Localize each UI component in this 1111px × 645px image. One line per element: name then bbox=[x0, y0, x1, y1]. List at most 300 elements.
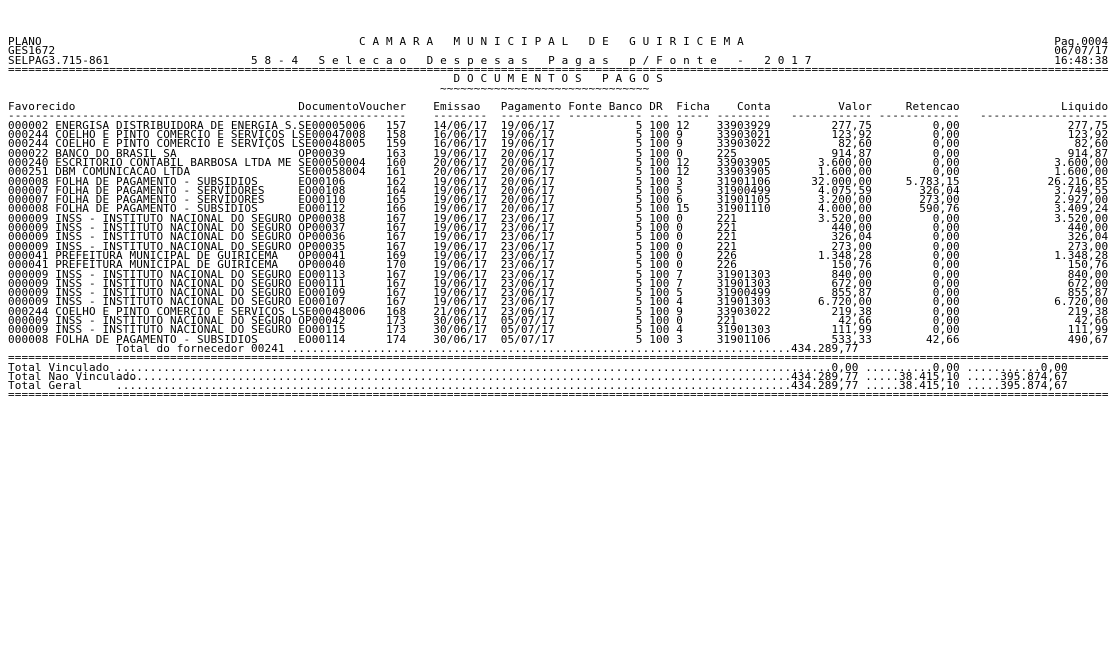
column-dashes: --------- bbox=[298, 109, 360, 123]
cell-favorecido-name: DBM COMUNICACAO LTDA bbox=[55, 165, 191, 179]
cell-pagamento: 23/06/17 bbox=[500, 276, 555, 290]
cell-pagamento: 23/06/17 bbox=[500, 286, 555, 300]
cell-conta: 33903905 bbox=[716, 155, 771, 169]
column-dashes: ------------ bbox=[791, 109, 873, 123]
cell-favorecido-name: COELHO E PINTO COMERCIO E SERVIÇOS L bbox=[55, 128, 299, 141]
cell-valor: 672,00 bbox=[831, 276, 873, 290]
cell-emissao: 19/06/17 bbox=[433, 248, 488, 262]
cell-valor: 277,75 bbox=[831, 118, 873, 132]
cell-favorecido-name: FOLHA DE PAGAMENTO - SUBSIDIOS bbox=[55, 332, 258, 346]
cell-dr: 100 bbox=[649, 128, 670, 141]
cell-favorecido-name: PREFEITURA MUNICIPAL DE GUIRICEMA bbox=[55, 248, 279, 262]
cell-liquido: 3.600,00 bbox=[1054, 155, 1109, 169]
cell-retencao: 0,00 bbox=[932, 304, 960, 318]
cell-liquido: 6.720,00 bbox=[1054, 295, 1109, 309]
cell-favorecido-name: INSS - INSTITUTO NACIONAL DO SEGURO bbox=[55, 267, 292, 281]
cell-conta: 31901303 bbox=[716, 295, 771, 309]
cell-dr: 100 bbox=[649, 258, 670, 272]
cell-emissao: 30/06/17 bbox=[433, 323, 488, 337]
cell-favorecido-code: 000009 bbox=[8, 267, 49, 281]
cell-valor: 273,00 bbox=[831, 239, 873, 253]
cell-favorecido-name: FOLHA DE PAGAMENTO - SERVIDORES bbox=[55, 183, 265, 197]
cell-pagamento: 23/06/17 bbox=[500, 248, 555, 262]
cell-emissao: 19/06/17 bbox=[433, 193, 488, 207]
section-underline-line bbox=[0, 81, 1111, 95]
col-header-ficha: Ficha bbox=[676, 100, 711, 114]
cell-documento: OP00037 bbox=[298, 221, 346, 234]
cell-banco: 5 bbox=[635, 304, 643, 318]
cell-pagamento: 20/06/17 bbox=[500, 174, 555, 188]
cell-favorecido-code: 000007 bbox=[8, 193, 49, 207]
cell-conta: 221 bbox=[716, 221, 738, 234]
cell-retencao: 0,00 bbox=[932, 221, 960, 234]
cell-favorecido-code: 000009 bbox=[8, 221, 49, 234]
cell-favorecido-code: 000244 bbox=[8, 304, 49, 318]
cell-valor: 4.000,00 bbox=[818, 202, 873, 216]
cell-favorecido-code: 000009 bbox=[8, 323, 49, 337]
cell-ficha: 0 bbox=[676, 146, 684, 160]
column-dashes: ------------------------------------------- bbox=[8, 109, 299, 123]
cell-conta: 33903021 bbox=[716, 128, 771, 141]
cell-voucher: 162 bbox=[386, 174, 407, 188]
cell-voucher: 173 bbox=[386, 314, 407, 327]
cell-liquido: 26.216,85 bbox=[1047, 174, 1109, 188]
double-rule: =================================================================================================================================================================== bbox=[8, 62, 1109, 76]
dot-leader: .......... bbox=[865, 360, 933, 374]
cell-banco: 5 bbox=[635, 137, 643, 151]
cell-liquido: 277,75 bbox=[1067, 118, 1109, 132]
cell-pagamento: 05/07/17 bbox=[500, 323, 555, 337]
total-label: Total Geral bbox=[8, 379, 83, 393]
cell-ficha: 0 bbox=[676, 258, 684, 272]
cell-dr: 100 bbox=[649, 202, 670, 216]
cell-voucher: 167 bbox=[386, 221, 407, 234]
cell-conta: 31901106 bbox=[716, 332, 771, 346]
cell-dr: 100 bbox=[649, 295, 670, 309]
cell-pagamento: 05/07/17 bbox=[500, 332, 555, 346]
cell-voucher: 157 bbox=[386, 118, 407, 132]
cell-documento: OP00040 bbox=[298, 258, 346, 272]
cell-favorecido-name: INSS - INSTITUTO NACIONAL DO SEGURO bbox=[55, 276, 292, 290]
column-dashes: --------- bbox=[500, 109, 562, 123]
column-dashes: ------------------- bbox=[980, 109, 1109, 123]
system-id: GES1672 bbox=[8, 44, 56, 58]
cell-valor: 42,66 bbox=[838, 314, 873, 327]
total-valor: 434.289,77 bbox=[791, 369, 859, 383]
cell-banco: 5 bbox=[635, 332, 643, 346]
cell-voucher: 164 bbox=[386, 183, 407, 197]
dot-leader: .......................................................................... bbox=[291, 341, 792, 355]
cell-valor: 32.000,00 bbox=[811, 174, 873, 188]
dot-leader: ..... bbox=[865, 369, 900, 383]
cell-dr: 100 bbox=[649, 304, 670, 318]
cell-favorecido-code: 000007 bbox=[8, 183, 49, 197]
supplier-total-value: 434.289,77 bbox=[791, 341, 859, 355]
cell-voucher: 165 bbox=[386, 193, 407, 207]
cell-banco: 5 bbox=[635, 202, 643, 216]
cell-favorecido-name: FOLHA DE PAGAMENTO - SUBSIDIOS bbox=[55, 174, 258, 188]
column-dashes: ----- bbox=[608, 109, 643, 123]
cell-pagamento: 23/06/17 bbox=[500, 258, 555, 272]
cell-valor: 6.720,00 bbox=[818, 295, 873, 309]
cell-retencao: 0,00 bbox=[932, 276, 960, 290]
cell-favorecido-name: INSS - INSTITUTO NACIONAL DO SEGURO bbox=[55, 211, 292, 225]
cell-ficha: 4 bbox=[676, 295, 684, 309]
cell-liquido: 490,67 bbox=[1067, 332, 1109, 346]
cell-ficha: 0 bbox=[676, 230, 684, 244]
column-dashes: ------- bbox=[359, 109, 407, 123]
cell-favorecido-name: INSS - INSTITUTO NACIONAL DO SEGURO bbox=[55, 230, 292, 244]
org-title: C A M A R A M U N I C I P A L D E G U I R I C E M A bbox=[359, 35, 744, 48]
cell-dr: 100 bbox=[649, 183, 670, 197]
cell-emissao: 19/06/17 bbox=[433, 258, 488, 272]
cell-valor: 3.200,00 bbox=[818, 193, 873, 207]
cell-ficha: 7 bbox=[676, 267, 684, 281]
cell-emissao: 19/06/17 bbox=[433, 276, 488, 290]
cell-pagamento: 23/06/17 bbox=[500, 239, 555, 253]
cell-documento: EO00111 bbox=[298, 276, 346, 290]
cell-retencao: 0,00 bbox=[932, 267, 960, 281]
cell-conta: 33903905 bbox=[716, 165, 771, 179]
cell-pagamento: 23/06/17 bbox=[500, 230, 555, 244]
cell-pagamento: 20/06/17 bbox=[500, 202, 555, 216]
cell-dr: 100 bbox=[649, 314, 670, 327]
cell-emissao: 30/06/17 bbox=[433, 314, 488, 327]
col-header-favorecido: Favorecido bbox=[8, 100, 76, 114]
cell-conta: 221 bbox=[716, 230, 738, 244]
total-retencao: 0,00 bbox=[932, 360, 960, 374]
cell-liquido: 326,04 bbox=[1067, 230, 1109, 244]
cell-retencao: 0,00 bbox=[932, 314, 960, 327]
cell-emissao: 19/06/17 bbox=[433, 183, 488, 197]
cell-favorecido-name: FOLHA DE PAGAMENTO - SUBSIDIOS bbox=[55, 202, 258, 216]
cell-documento: EO00106 bbox=[298, 174, 346, 188]
cell-banco: 5 bbox=[635, 118, 643, 132]
cell-emissao: 16/06/17 bbox=[433, 137, 488, 151]
cell-retencao: 0,00 bbox=[932, 211, 960, 225]
cell-favorecido-name: ENERGISA DISTRIBUIDORA DE ENERGIA S. bbox=[55, 118, 299, 132]
cell-dr: 100 bbox=[649, 211, 670, 225]
cell-ficha: 12 bbox=[676, 155, 690, 169]
cell-ficha: 12 bbox=[676, 118, 690, 132]
cell-dr: 100 bbox=[649, 323, 670, 337]
cell-banco: 5 bbox=[635, 155, 643, 169]
total-retencao: 38.415,10 bbox=[899, 379, 960, 393]
cell-conta: 31901105 bbox=[716, 193, 771, 207]
cell-documento: OP00039 bbox=[298, 146, 346, 160]
cell-dr: 100 bbox=[649, 221, 670, 234]
cell-pagamento: 19/06/17 bbox=[500, 128, 555, 141]
cell-documento: OP00042 bbox=[298, 314, 346, 327]
cell-liquido: 3.520,00 bbox=[1054, 211, 1109, 225]
cell-liquido: 855,87 bbox=[1067, 286, 1109, 300]
cell-banco: 5 bbox=[635, 258, 643, 272]
cell-favorecido-code: 000009 bbox=[8, 276, 49, 290]
cell-banco: 5 bbox=[635, 221, 643, 234]
cell-banco: 5 bbox=[635, 295, 643, 309]
cell-dr: 100 bbox=[649, 165, 670, 179]
cell-valor: 1.600,00 bbox=[818, 165, 873, 179]
column-dashes: -------- bbox=[716, 109, 771, 123]
cell-retencao: 0,00 bbox=[932, 258, 960, 272]
double-rule: =================================================================================================================================================================== bbox=[8, 388, 1109, 402]
column-dashes: ----- bbox=[676, 109, 711, 123]
cell-pagamento: 19/06/17 bbox=[500, 118, 555, 132]
cell-banco: 5 bbox=[635, 239, 643, 253]
cell-pagamento: 23/06/17 bbox=[500, 211, 555, 225]
cell-emissao: 19/06/17 bbox=[433, 230, 488, 244]
cell-favorecido-code: 000244 bbox=[8, 128, 49, 141]
cell-favorecido-name: INSS - INSTITUTO NACIONAL DO SEGURO bbox=[55, 314, 292, 327]
cell-emissao: 14/06/17 bbox=[433, 118, 488, 132]
cell-banco: 5 bbox=[635, 128, 643, 141]
cell-dr: 100 bbox=[649, 267, 670, 281]
cell-emissao: 19/06/17 bbox=[433, 174, 488, 188]
cell-pagamento: 20/06/17 bbox=[500, 165, 555, 179]
cell-banco: 5 bbox=[635, 248, 643, 262]
cell-voucher: 169 bbox=[386, 248, 407, 262]
cell-emissao: 21/06/17 bbox=[433, 304, 488, 318]
cell-liquido: 123,92 bbox=[1067, 128, 1109, 141]
cell-voucher: 173 bbox=[386, 323, 407, 337]
cell-ficha: 0 bbox=[676, 221, 684, 234]
cell-valor: 326,04 bbox=[831, 230, 873, 244]
cell-favorecido-name: COELHO E PINTO COMERCIO E SERVIÇOS L bbox=[55, 304, 299, 318]
cell-liquido: 3.409,24 bbox=[1054, 202, 1109, 216]
col-header-documento: Documento bbox=[298, 100, 360, 114]
supplier-total-label: Total do fornecedor 00241 bbox=[116, 341, 285, 355]
cell-documento: EO00110 bbox=[298, 193, 346, 207]
cell-favorecido-name: COELHO E PINTO COMERCIO E SERVIÇOS L bbox=[55, 137, 299, 151]
cell-liquido: 840,00 bbox=[1067, 267, 1109, 281]
cell-pagamento: 23/06/17 bbox=[500, 304, 555, 318]
cell-ficha: 0 bbox=[676, 248, 684, 262]
cell-documento: OP00041 bbox=[298, 248, 346, 262]
cell-voucher: 170 bbox=[386, 258, 407, 272]
cell-favorecido-code: 000008 bbox=[8, 174, 49, 188]
cell-ficha: 0 bbox=[676, 239, 684, 253]
report-time: 16:48:38 bbox=[1054, 53, 1109, 67]
col-header-voucher: Voucher bbox=[359, 100, 407, 114]
cell-voucher: 159 bbox=[386, 137, 407, 151]
cell-pagamento: 23/06/17 bbox=[500, 295, 555, 309]
cell-favorecido-name: INSS - INSTITUTO NACIONAL DO SEGURO bbox=[55, 295, 292, 309]
total-valor: 0,00 bbox=[831, 360, 859, 374]
cell-voucher: 167 bbox=[386, 276, 407, 290]
cell-emissao: 30/06/17 bbox=[433, 332, 488, 346]
cell-banco: 5 bbox=[635, 183, 643, 197]
cell-favorecido-code: 000244 bbox=[8, 137, 49, 151]
col-header-conta: Conta bbox=[737, 100, 771, 114]
cell-conta: 31900499 bbox=[716, 286, 771, 300]
total-valor: 434.289,77 bbox=[791, 379, 859, 393]
cell-favorecido-code: 000002 bbox=[8, 118, 49, 132]
section-title: D O C U M E N T O S P A G O S bbox=[453, 72, 663, 86]
dot-leader: ..... bbox=[966, 369, 1001, 383]
cell-conta: 226 bbox=[716, 248, 738, 262]
cell-documento: SE00048005 bbox=[298, 137, 366, 151]
cell-documento: OP00038 bbox=[298, 211, 346, 225]
total-liquido: 0,00 bbox=[1040, 360, 1068, 374]
cell-documento: OP00036 bbox=[298, 230, 346, 244]
cell-documento: SE00058004 bbox=[298, 165, 366, 179]
cell-favorecido-code: 000022 bbox=[8, 146, 49, 160]
cell-conta: 225 bbox=[716, 146, 738, 160]
cell-banco: 5 bbox=[635, 286, 643, 300]
cell-valor: 440,00 bbox=[831, 221, 873, 234]
dot-leader: ........... bbox=[966, 360, 1041, 374]
cell-voucher: 160 bbox=[386, 155, 407, 169]
cell-documento: EO00115 bbox=[298, 323, 346, 337]
cell-banco: 5 bbox=[635, 174, 643, 188]
cell-liquido: 672,00 bbox=[1067, 276, 1109, 290]
tilde-underline: ~~~~~~~~~~~~~~~~~~~~~~~~~~~~~~~ bbox=[440, 81, 650, 95]
column-dashes: --- bbox=[649, 109, 670, 123]
cell-liquido: 111,99 bbox=[1067, 323, 1109, 337]
cell-dr: 100 bbox=[649, 276, 670, 290]
cell-favorecido-code: 000041 bbox=[8, 248, 49, 262]
col-header-banco: Banco bbox=[608, 100, 643, 114]
cell-conta: 31901303 bbox=[716, 323, 771, 337]
cell-liquido: 440,00 bbox=[1067, 221, 1109, 234]
double-rule: =================================================================================================================================================================== bbox=[8, 351, 1109, 365]
dot-leader: ..... bbox=[865, 379, 900, 393]
cell-banco: 5 bbox=[635, 314, 643, 327]
col-header-emissao: Emissao bbox=[433, 100, 481, 114]
col-header-valor: Valor bbox=[838, 100, 873, 114]
cell-valor: 150,76 bbox=[831, 258, 873, 272]
cell-ficha: 9 bbox=[676, 304, 684, 318]
cell-valor: 3.520,00 bbox=[818, 211, 873, 225]
cell-pagamento: 20/06/17 bbox=[500, 193, 555, 207]
cell-dr: 100 bbox=[649, 193, 670, 207]
cell-favorecido-code: 000009 bbox=[8, 295, 49, 309]
cell-conta: 226 bbox=[716, 258, 738, 272]
cell-retencao: 326,04 bbox=[919, 183, 960, 197]
cell-emissao: 20/06/17 bbox=[433, 165, 488, 179]
cell-banco: 5 bbox=[635, 211, 643, 225]
cell-retencao: 0,00 bbox=[932, 128, 960, 141]
cell-valor: 4.075,59 bbox=[818, 183, 873, 197]
cell-valor: 123,92 bbox=[831, 128, 873, 141]
cell-dr: 100 bbox=[649, 332, 670, 346]
cell-emissao: 20/06/17 bbox=[433, 155, 488, 169]
cell-emissao: 19/06/17 bbox=[433, 267, 488, 281]
cell-documento: EO00108 bbox=[298, 183, 346, 197]
cell-voucher: 167 bbox=[386, 230, 407, 244]
cell-voucher: 167 bbox=[386, 267, 407, 281]
cell-ficha: 7 bbox=[676, 276, 684, 290]
cell-emissao: 19/06/17 bbox=[433, 202, 488, 216]
cell-conta: 33903929 bbox=[716, 118, 771, 132]
cell-ficha: 12 bbox=[676, 165, 690, 179]
cell-emissao: 19/06/17 bbox=[433, 239, 488, 253]
cell-valor: 3.600,00 bbox=[818, 155, 873, 169]
cell-valor: 840,00 bbox=[831, 267, 873, 281]
cell-voucher: 167 bbox=[386, 211, 407, 225]
cell-dr: 100 bbox=[649, 137, 670, 151]
cell-conta: 31901106 bbox=[716, 174, 771, 188]
cell-retencao: 0,00 bbox=[932, 165, 960, 179]
col-header-fonte: Fonte bbox=[568, 100, 603, 114]
cell-conta: 221 bbox=[716, 314, 738, 327]
cell-ficha: 5 bbox=[676, 183, 684, 197]
cell-pagamento: 20/06/17 bbox=[500, 155, 555, 169]
cell-emissao: 19/06/17 bbox=[433, 146, 488, 160]
cell-banco: 5 bbox=[635, 230, 643, 244]
cell-voucher: 166 bbox=[386, 202, 407, 216]
cell-conta: 31901110 bbox=[716, 202, 771, 216]
cell-emissao: 19/06/17 bbox=[433, 221, 488, 234]
cell-banco: 5 bbox=[635, 165, 643, 179]
page-number: Pag.0004 bbox=[1054, 35, 1109, 48]
cell-ficha: 0 bbox=[676, 314, 684, 327]
cell-voucher: 167 bbox=[386, 239, 407, 253]
report-plan-label: PLANO bbox=[8, 35, 42, 48]
cell-banco: 5 bbox=[635, 323, 643, 337]
cell-conta: 221 bbox=[716, 239, 738, 253]
cell-pagamento: 20/06/17 bbox=[500, 146, 555, 160]
cell-dr: 100 bbox=[649, 174, 670, 188]
cell-documento: EO00114 bbox=[298, 332, 346, 346]
cell-liquido: 219,38 bbox=[1067, 304, 1109, 318]
cell-pagamento: 20/06/17 bbox=[500, 183, 555, 197]
cell-banco: 5 bbox=[635, 267, 643, 281]
cell-documento: OP00035 bbox=[298, 239, 346, 253]
header-line-1 bbox=[0, 37, 1111, 46]
cell-favorecido-code: 000009 bbox=[8, 286, 49, 300]
cell-voucher: 163 bbox=[386, 146, 407, 160]
cell-retencao: 0,00 bbox=[932, 323, 960, 337]
cell-ficha: 3 bbox=[676, 332, 684, 346]
cell-liquido: 42,66 bbox=[1074, 314, 1109, 327]
cell-valor: 111,99 bbox=[831, 323, 873, 337]
cell-favorecido-name: INSS - INSTITUTO NACIONAL DO SEGURO bbox=[55, 286, 292, 300]
col-header-dr: DR bbox=[649, 100, 663, 114]
cell-favorecido-name: ESCRITORIO CONTABIL BARBOSA LTDA ME bbox=[55, 155, 292, 169]
cell-dr: 100 bbox=[649, 248, 670, 262]
cell-banco: 5 bbox=[635, 146, 643, 160]
cell-voucher: 158 bbox=[386, 128, 407, 141]
cell-favorecido-name: INSS - INSTITUTO NACIONAL DO SEGURO bbox=[55, 221, 292, 234]
cell-documento: EO00113 bbox=[298, 267, 346, 281]
cell-conta: 31901303 bbox=[716, 276, 771, 290]
cell-valor: 1.348,28 bbox=[818, 248, 873, 262]
col-header-liquido: Liquido bbox=[1061, 100, 1109, 114]
total-liquido: 395.874,67 bbox=[1000, 369, 1068, 383]
cell-ficha: 5 bbox=[676, 286, 684, 300]
cell-emissao: 16/06/17 bbox=[433, 128, 488, 141]
cell-banco: 5 bbox=[635, 276, 643, 290]
cell-favorecido-name: PREFEITURA MUNICIPAL DE GUIRICEMA bbox=[55, 258, 279, 272]
cell-favorecido-code: 000009 bbox=[8, 211, 49, 225]
cell-emissao: 19/06/17 bbox=[433, 211, 488, 225]
cell-documento: EO00109 bbox=[298, 286, 346, 300]
column-dashes: -------- bbox=[433, 109, 488, 123]
cell-documento: EO00112 bbox=[298, 202, 346, 216]
cell-voucher: 167 bbox=[386, 286, 407, 300]
cell-favorecido-code: 000240 bbox=[8, 155, 49, 169]
cell-liquido: 82,60 bbox=[1074, 137, 1109, 151]
cell-retencao: 0,00 bbox=[932, 239, 960, 253]
cell-favorecido-code: 000041 bbox=[8, 258, 49, 272]
cell-pagamento: 23/06/17 bbox=[500, 267, 555, 281]
dot-leader: ..... bbox=[966, 379, 1001, 393]
cell-favorecido-name: INSS - INSTITUTO NACIONAL DO SEGURO bbox=[55, 323, 292, 337]
cell-favorecido-code: 000009 bbox=[8, 230, 49, 244]
cell-conta: 31900499 bbox=[716, 183, 771, 197]
total-retencao: 38.415,10 bbox=[899, 369, 960, 383]
